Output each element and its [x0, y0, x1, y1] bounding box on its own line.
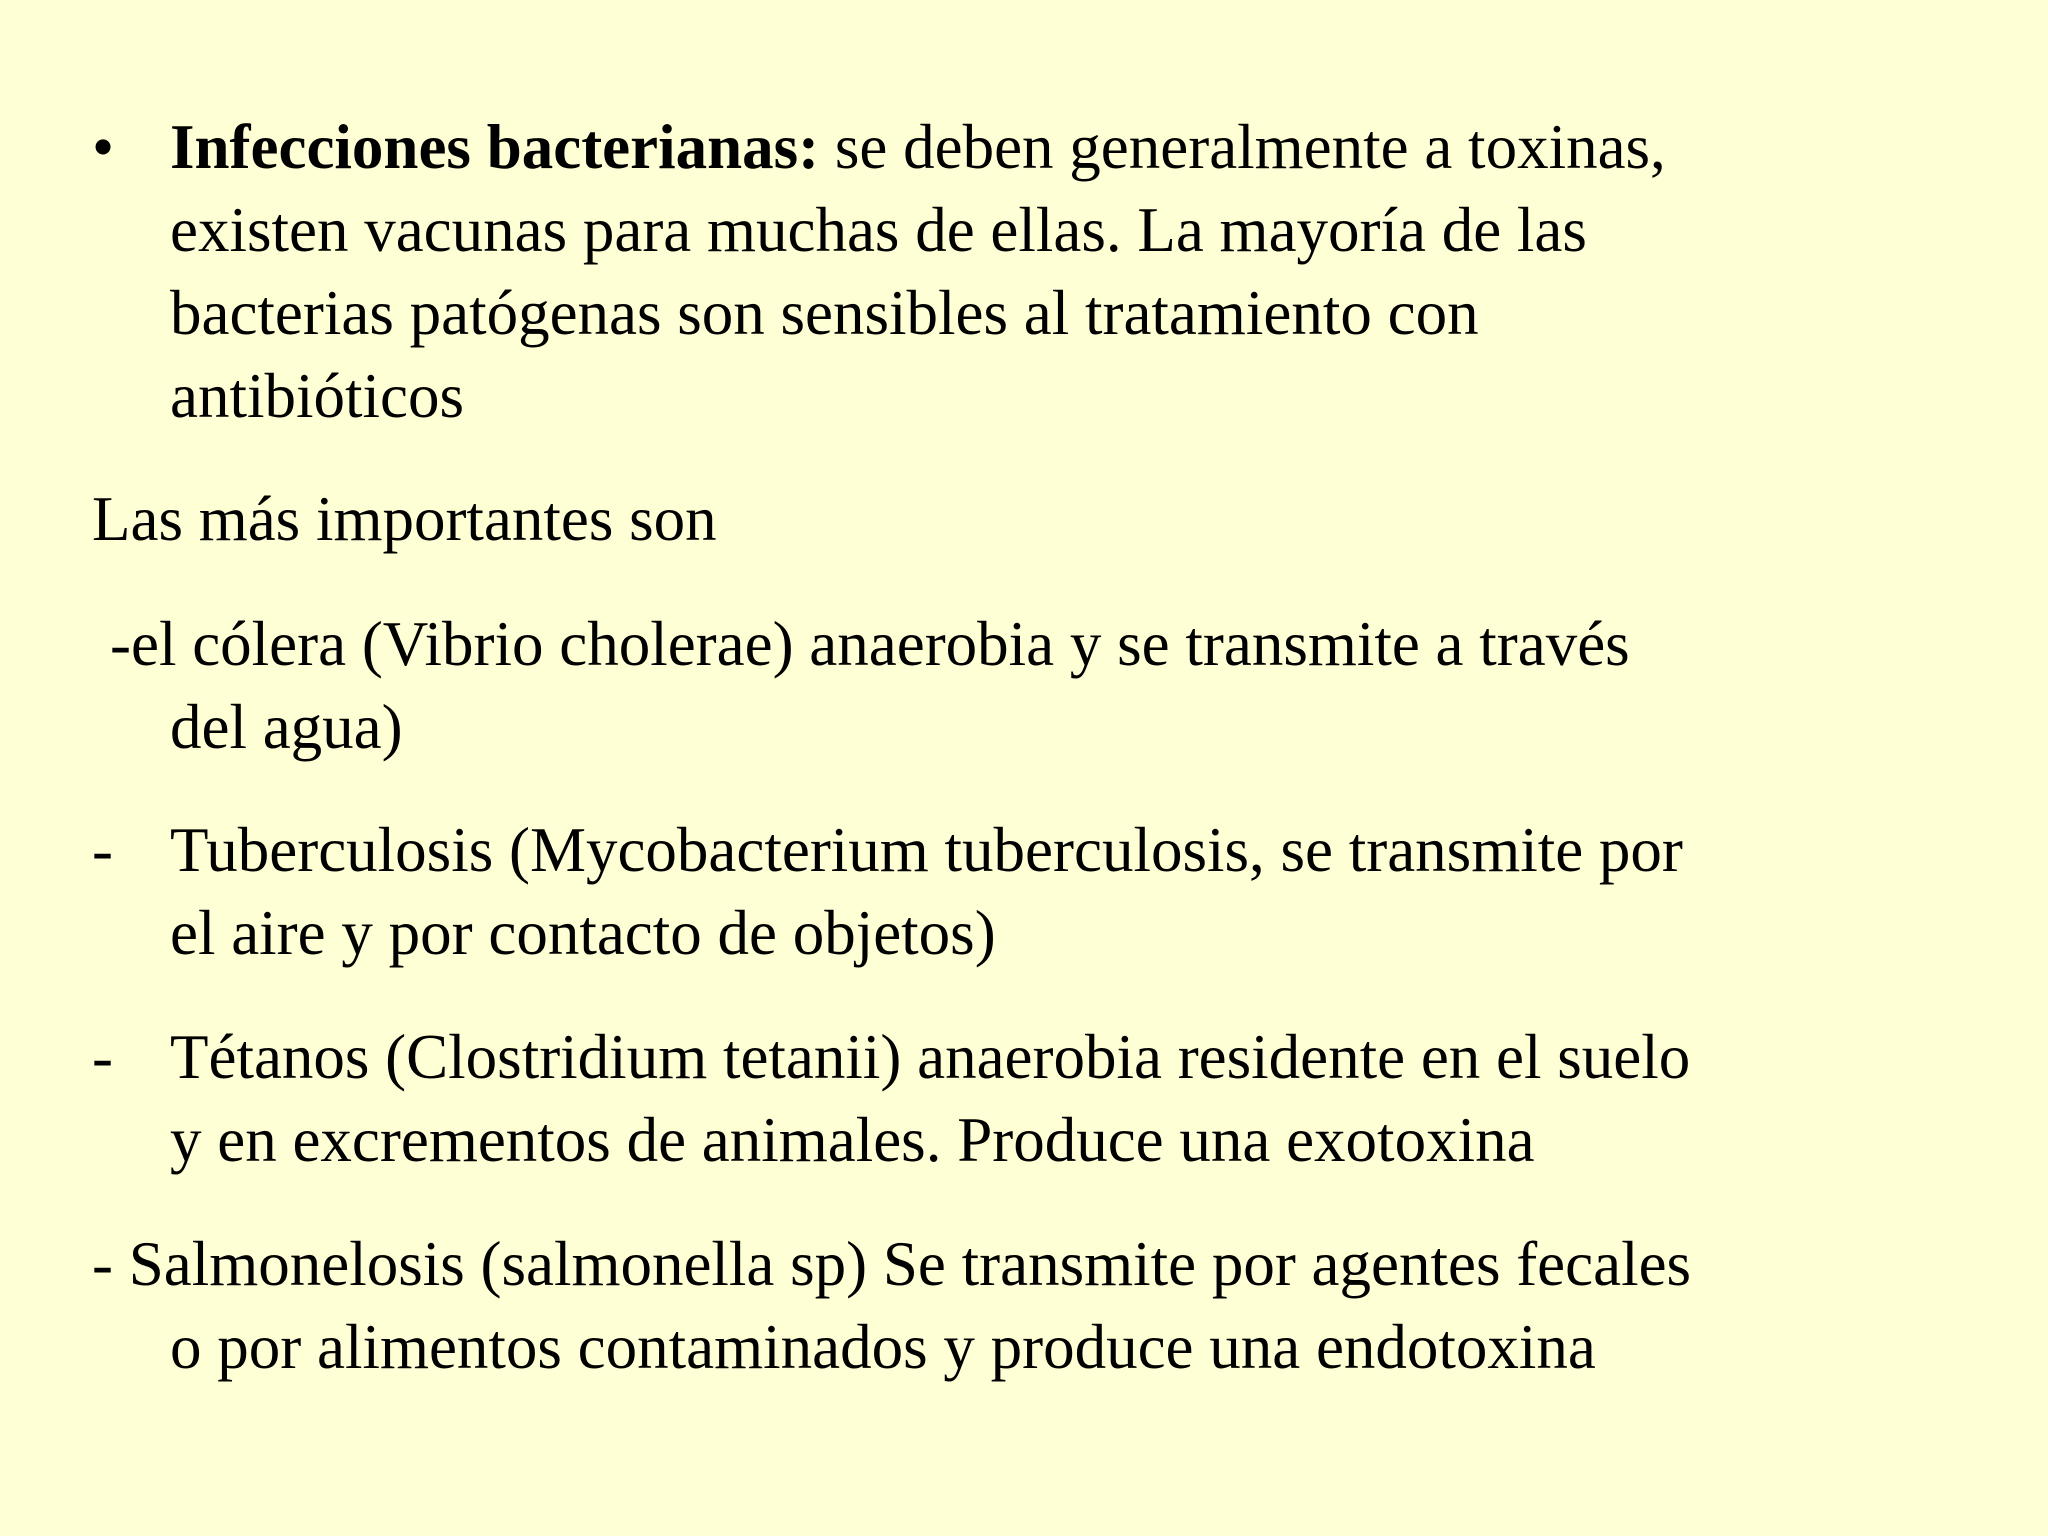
bullet-bacterial-infections	[92, 106, 1892, 438]
paragraph-line: Tétanos (Clostridium tetanii) anaerobia residente en el suelo	[170, 1022, 1691, 1092]
paragraph-line: - Salmonelosis (salmonella sp) Se transmite por agentes fecales	[92, 1229, 1692, 1299]
bold-heading: Infecciones bacterianas:	[170, 112, 820, 182]
paragraph-line: -el cólera (Vibrio cholerae) anaerobia y se transmite a través	[110, 609, 1630, 679]
paragraph-line: y en excrementos de animales. Produce una exotoxina	[170, 1105, 1535, 1175]
paragraph-line: el aire y por contacto de objetos)	[170, 898, 996, 968]
intro-line	[92, 478, 1892, 561]
item-tetanos	[92, 1016, 1892, 1182]
paragraph-line	[170, 106, 1892, 189]
item-colera	[92, 603, 1892, 769]
dash-marker: -	[92, 815, 113, 885]
item-salmonelosis	[92, 1223, 1892, 1389]
paragraph-line: Tuberculosis (Mycobacterium tuberculosis, se transmite por	[170, 815, 1683, 885]
dash-marker: -	[92, 1022, 113, 1092]
item-tuberculosis	[92, 809, 1892, 975]
paragraph-text: se deben generalmente a toxinas,	[819, 112, 1666, 182]
paragraph-line: bacterias patógenas son sensibles al tratamiento con	[170, 278, 1479, 348]
paragraph-line: o por alimentos contaminados y produce una endotoxina	[170, 1312, 1596, 1382]
paragraph-line: del agua)	[170, 692, 403, 762]
paragraph-line: Las más importantes son	[92, 484, 717, 554]
paragraph-line: antibióticos	[170, 361, 464, 431]
bullet-marker: •	[92, 112, 115, 182]
paragraph-line: existen vacunas para muchas de ellas. La mayoría de las	[170, 195, 1587, 265]
